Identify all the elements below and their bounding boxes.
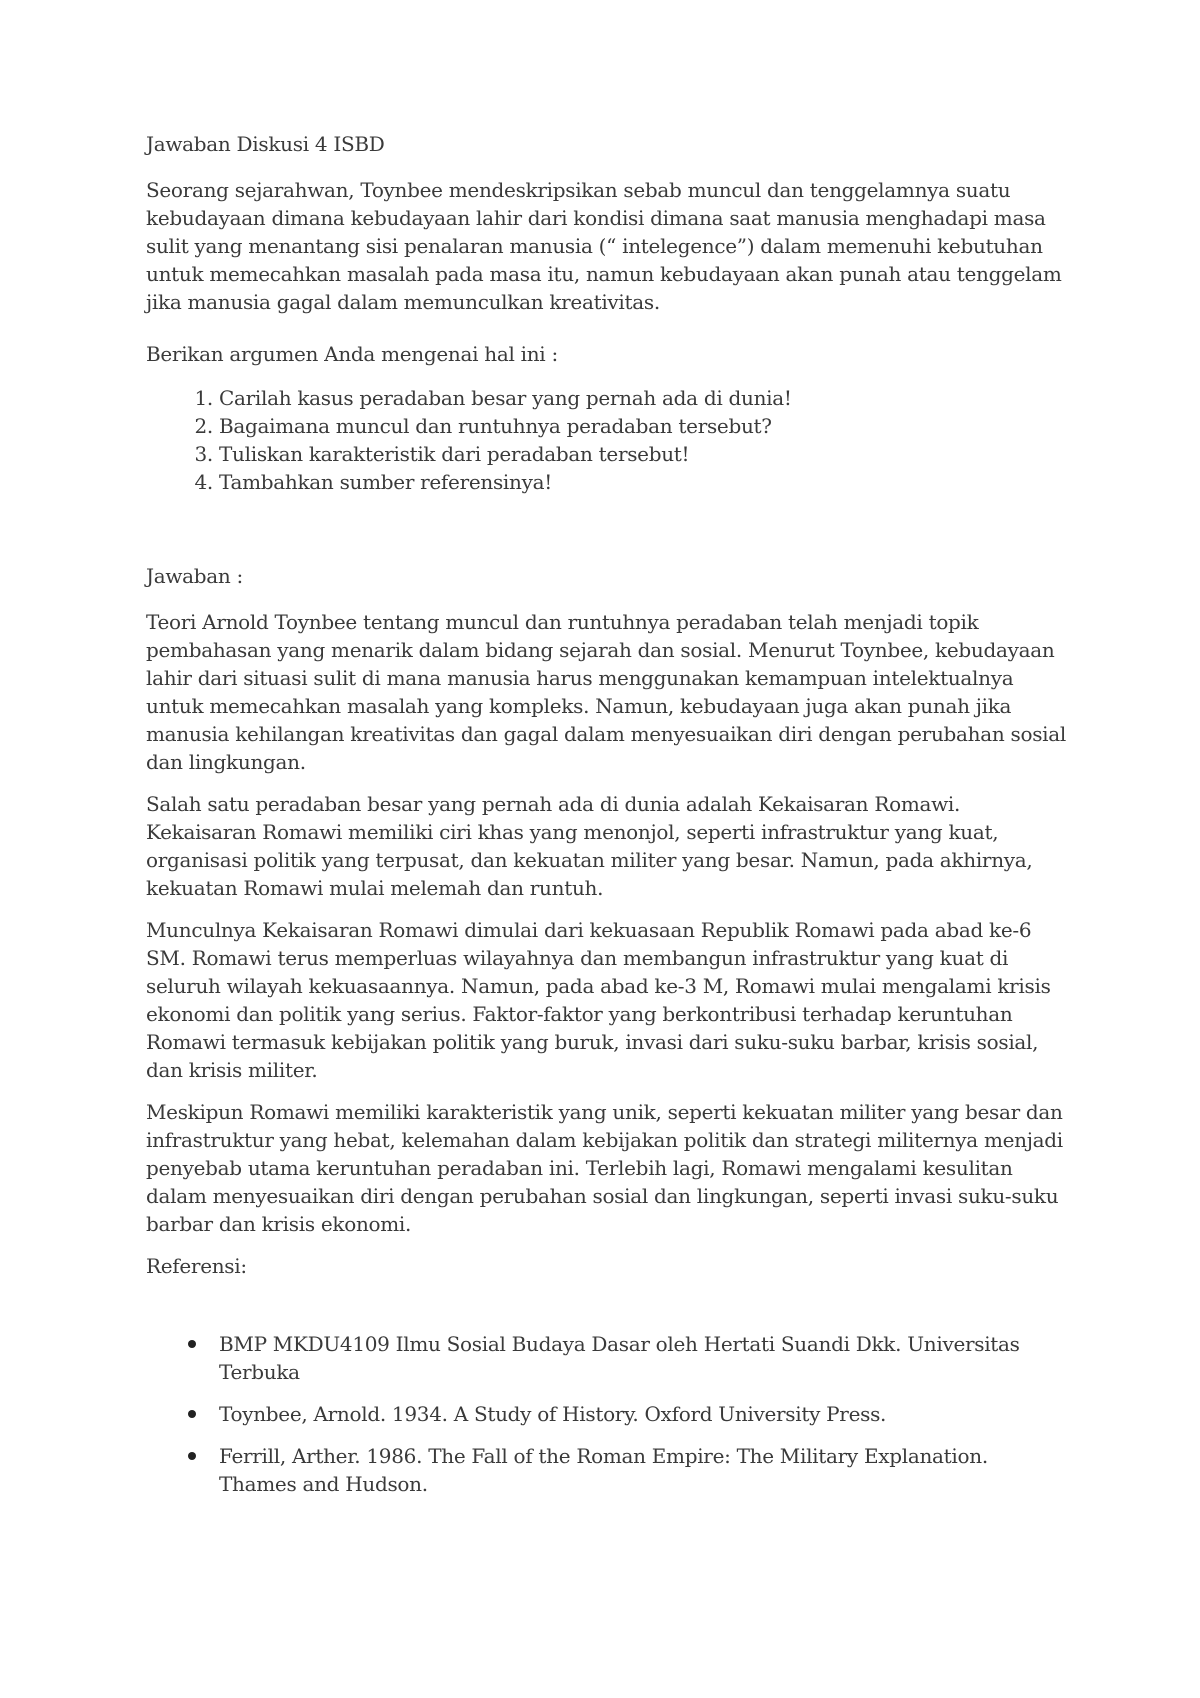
answer-paragraph: Meskipun Romawi memiliki karakteristik yang unik, seperti kekuatan militer yang besar dan infrastruktur yang hebat, kelemahan dalam kebijakan politik dan strategi militernya menjadi penyebab utama keruntuhan peradaban ini. Terlebih lagi, Romawi mengalami kesulitan dalam menyesuaikan diri dengan perubahan sosial dan lingkungan, seperti invasi suku-suku barbar dan krisis ekonomi. xyxy=(146,1100,1063,1236)
reference-text: Toynbee, Arnold. 1934. A Study of History. Oxford University Press. xyxy=(219,1402,887,1426)
bullet-icon xyxy=(188,1452,196,1460)
question-item: 2. Bagaimana muncul dan runtuhnya peradaban tersebut? xyxy=(219,412,1066,440)
questions-list xyxy=(146,384,1066,496)
answer-paragraph: Munculnya Kekaisaran Romawi dimulai dari kekuasaan Republik Romawi pada abad ke-6 SM. Romawi terus memperluas wilayahnya dan membangun infrastruktur yang kuat di seluruh wilayah kekuasaannya. Namun, pada abad ke-3 M, Romawi mulai mengalami krisis ekonomi dan politik yang serius. Faktor-faktor yang berkontribusi terhadap keruntuhan Romawi termasuk kebijakan politik yang buruk, invasi dari suku-suku barbar, krisis sosial, dan krisis militer. xyxy=(146,918,1051,1082)
document-page xyxy=(146,130,1066,1512)
reference-text: BMP MKDU4109 Ilmu Sosial Budaya Dasar oleh Hertati Suandi Dkk. Universitas Terbuka xyxy=(219,1332,1020,1384)
prompt-text: Berikan argumen Anda mengenai hal ini : xyxy=(146,342,558,366)
question-item: 1. Carilah kasus peradaban besar yang pernah ada di dunia! xyxy=(219,384,1066,412)
question-item: 4. Tambahkan sumber referensinya! xyxy=(219,468,1066,496)
question-item: 3. Tuliskan karakteristik dari peradaban tersebut! xyxy=(219,440,1066,468)
document-title: Jawaban Diskusi 4 ISBD xyxy=(146,132,385,156)
bullet-icon xyxy=(188,1340,196,1348)
reference-text: Ferrill, Arther. 1986. The Fall of the Roman Empire: The Military Explanation. Thames and Hudson. xyxy=(219,1444,988,1496)
references-label: Referensi: xyxy=(146,1254,247,1278)
reference-item xyxy=(219,1442,1066,1498)
reference-item xyxy=(219,1400,1066,1428)
bullet-icon xyxy=(188,1410,196,1418)
references-list xyxy=(146,1330,1066,1498)
answer-label: Jawaban : xyxy=(146,564,243,588)
reference-item xyxy=(219,1330,1066,1386)
answer-paragraph: Teori Arnold Toynbee tentang muncul dan runtuhnya peradaban telah menjadi topik pembahasan yang menarik dalam bidang sejarah dan sosial. Menurut Toynbee, kebudayaan lahir dari situasi sulit di mana manusia harus menggunakan kemampuan intelektualnya untuk memecahkan masalah yang kompleks. Namun, kebudayaan juga akan punah jika manusia kehilangan kreativitas dan gagal dalam menyesuaikan diri dengan perubahan sosial dan lingkungan. xyxy=(146,610,1066,774)
intro-paragraph: Seorang sejarahwan, Toynbee mendeskripsikan sebab muncul dan tenggelamnya suatu kebudayaan dimana kebudayaan lahir dari kondisi dimana saat manusia menghadapi masa sulit yang menantang sisi penalaran manusia (“ intelegence”) dalam memenuhi kebutuhan untuk memecahkan masalah pada masa itu, namun kebudayaan akan punah atau tenggelam jika manusia gagal dalam memunculkan kreativitas. xyxy=(146,178,1062,314)
answer-paragraph: Salah satu peradaban besar yang pernah ada di dunia adalah Kekaisaran Romawi. Kekaisaran Romawi memiliki ciri khas yang menonjol, seperti infrastruktur yang kuat, organisasi politik yang terpusat, dan kekuatan militer yang besar. Namun, pada akhirnya, kekuatan Romawi mulai melemah dan runtuh. xyxy=(146,792,1033,900)
